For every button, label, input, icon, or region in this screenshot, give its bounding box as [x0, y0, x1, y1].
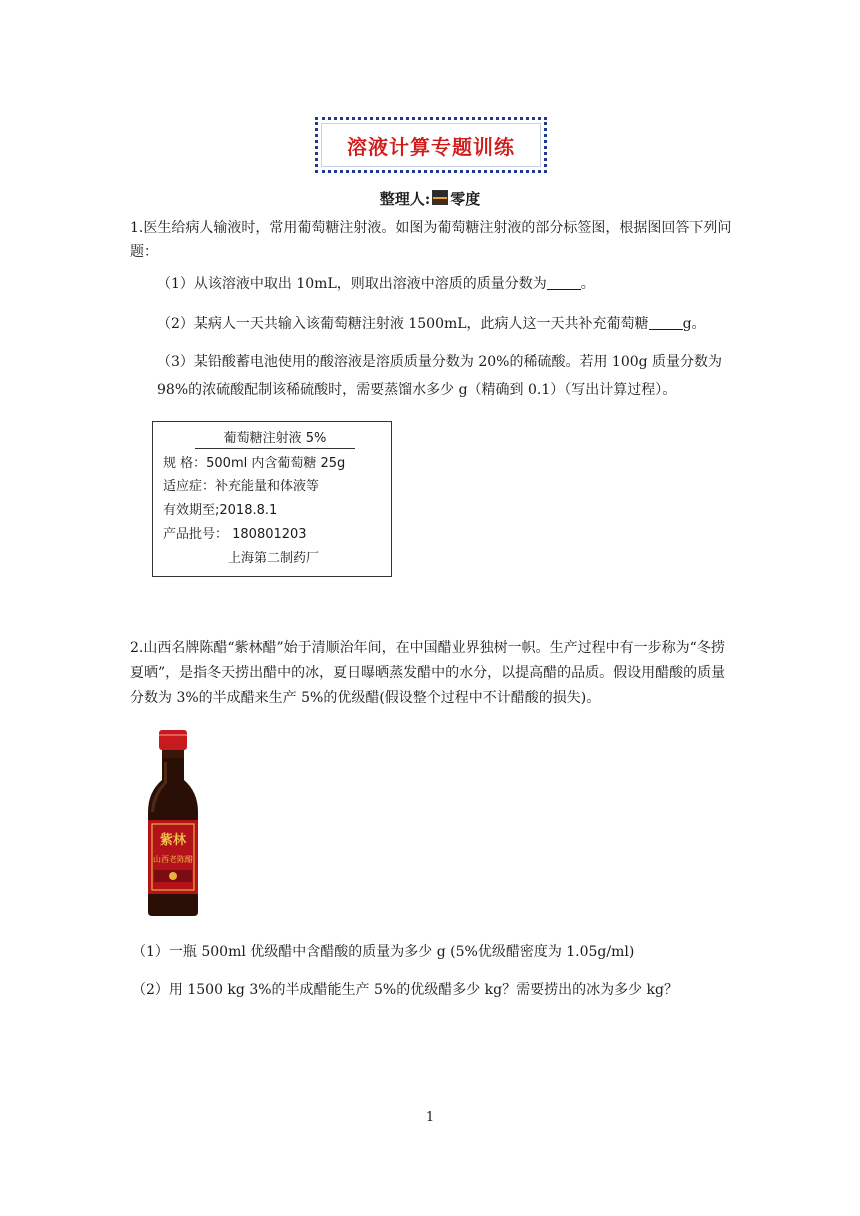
q1-sub1-end: 。 — [580, 276, 595, 292]
q1-sub1-text: （1）从该溶液中取出 10mL，则取出溶液中溶质的质量分数为 — [157, 276, 547, 292]
page-number: 1 — [425, 1110, 435, 1125]
label-spec: 规 格：500ml 内含葡萄糖 25g — [163, 456, 346, 471]
answer-blank[interactable] — [547, 275, 581, 290]
svg-text:紫林: 紫林 — [159, 833, 187, 848]
sunset-icon — [432, 190, 448, 205]
label-indication: 适应症：补充能量和体液等 — [163, 479, 320, 494]
bottle-cap — [159, 730, 187, 750]
label-expiry: 有效期至;2018.8.1 — [163, 503, 278, 518]
question-2-sub-1: （1）一瓶 500ml 优级醋中含醋酸的质量为多少 g (5%优级醋密度为 1.05g/ml) — [132, 944, 635, 960]
answer-blank[interactable] — [649, 315, 683, 330]
q1-sub2-end: g。 — [682, 316, 706, 332]
author-name: 零度 — [450, 190, 481, 208]
author-line — [0, 188, 860, 209]
q1-sub2-text: （2）某病人一天共输入该葡萄糖注射液 1500mL，此病人这一天共补充葡萄糖 — [157, 316, 649, 332]
label-batch: 产品批号： 180801203 — [163, 527, 307, 542]
author-prefix: 整理人: — [379, 190, 431, 208]
question-1-stem: 1.医生给病人输液时，常用葡萄糖注射液。如图为葡萄糖注射液的部分标签图，根据图回答下列问题： — [130, 220, 732, 260]
question-1-sub-3: （3）某铅酸蓄电池使用的酸溶液是溶质质量分数为 20%的稀硫酸。若用 100g 质量分数为 98%的浓硫酸配制该稀硫酸时，需要蒸馏水多少 g（精确到 0.1）（写出计算过程）。 — [157, 354, 723, 398]
title-box — [315, 117, 547, 173]
question-2-stem: 2.山西名牌陈醋“紫林醋”始于清顺治年间，在中国醋业界独树一帜。生产过程中有一步称为“冬捞夏晒”，是指冬天捞出醋中的冰，夏日曝晒蒸发醋中的水分，以提高醋的品质。假设用醋酸的质量分数为 3%的半成醋来生产 5%的优级醋(假设整个过程中不计醋酸的损失)。 — [130, 640, 726, 706]
vinegar-bottle-image — [138, 728, 208, 918]
label-title: 葡萄糖注射液 5% — [195, 429, 355, 449]
page-title: 溶液计算专题训练 — [347, 134, 515, 159]
question-1-sub-1 — [157, 272, 747, 296]
glucose-label-image — [152, 421, 392, 577]
question-2-sub-2: （2）用 1500 kg 3%的半成醋能生产 5%的优级醋多少 kg？需要捞出的冰为多少 kg？ — [132, 982, 678, 998]
question-1-sub-2 — [157, 312, 747, 336]
svg-text:山西老陈醋: 山西老陈醋 — [153, 855, 193, 864]
label-factory: 上海第二制药厂 — [228, 551, 320, 566]
